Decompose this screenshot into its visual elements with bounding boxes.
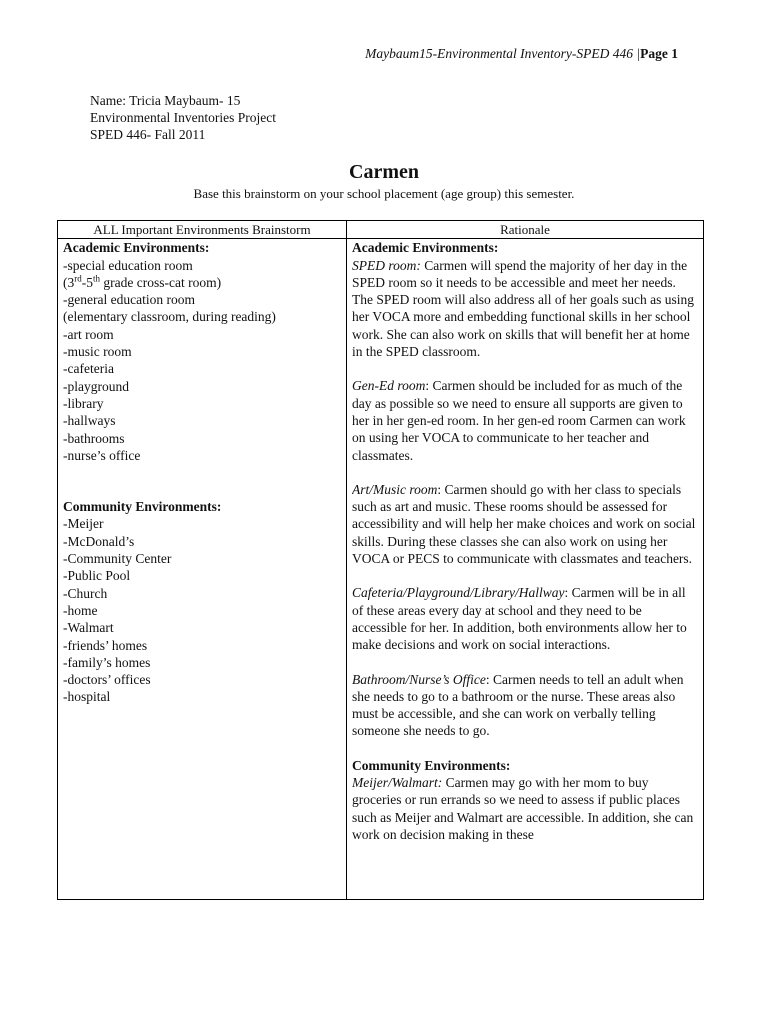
- student-info: [90, 92, 276, 143]
- project-name: Environmental Inventories Project: [90, 110, 276, 125]
- list-item: -music room: [63, 344, 132, 360]
- list-item: -hospital: [63, 689, 111, 705]
- header-title: Maybaum15-Environmental Inventory-SPED 446 |: [365, 46, 641, 61]
- rationale-content: [352, 239, 698, 899]
- spacer: [63, 464, 341, 498]
- rationale-paragraph: [352, 671, 698, 740]
- table-body-row: [58, 239, 704, 900]
- column-header-rationale: Rationale: [347, 221, 704, 239]
- list-item: -library: [63, 395, 104, 411]
- rationale-text: : Carmen will be in all of these areas every day at school and they need to be accessible for her. In addition, both environments allow her to make decisions and work on social interactions.: [352, 585, 687, 653]
- page-title: Carmen: [349, 161, 419, 183]
- list-item: -friends’ homes: [63, 637, 148, 653]
- rationale-label: Cafeteria/Playground/Library/Hallway: [352, 585, 565, 601]
- header-page-number: Page 1: [640, 46, 678, 61]
- list-item: -McDonald’s: [63, 533, 135, 549]
- list-item: -general education room: [63, 292, 195, 308]
- list-item: -bathrooms: [63, 430, 125, 446]
- course-name: SPED 446- Fall 2011: [90, 127, 206, 142]
- list-item: -Public Pool: [63, 568, 131, 584]
- list-item: -Church: [63, 585, 108, 601]
- rationale-paragraph: [352, 257, 698, 361]
- rationale-text: : Carmen should be included for as much of the day as possible so we need to ensure all supports are given to her in her gen-ed room. In her gen-ed room Carmen can work on using her VOCA to communicate to her teacher and classmates.: [352, 378, 686, 463]
- list-item: -family’s homes: [63, 654, 151, 670]
- rationale-paragraph: [352, 377, 698, 463]
- rationale-label: SPED room:: [352, 257, 421, 273]
- rationale-text: : Carmen needs to tell an adult when she needs to go to a bathroom or the nurse. These areas also must be accessible, and she can work on verbally telling someone she needs to go.: [352, 671, 684, 739]
- rationale-academic-heading: Academic Environments:: [352, 240, 499, 256]
- list-item: -Community Center: [63, 551, 172, 567]
- grade-rest: grade cross-cat room): [100, 274, 222, 290]
- list-item: -Walmart: [63, 620, 114, 636]
- rationale-text: Carmen will spend the majority of her day in the SPED room so it needs to be accessible and meet her needs. The SPED room will also address all of her goals such as using her VOCA more and embedding functional skills in her school work. She can also work on skills that will benefit her at home in the SPED classroom.: [352, 257, 694, 360]
- list-item: -nurse’s office: [63, 447, 141, 463]
- rationale-label: Meijer/Walmart:: [352, 775, 443, 791]
- list-item: -Meijer: [63, 516, 104, 532]
- grade-end: 5: [86, 274, 93, 290]
- table-header-row: [58, 221, 704, 239]
- community-environments-heading: Community Environments:: [63, 499, 222, 515]
- rationale-text: : Carmen should go with her class to specials such as art and music. These rooms should be assessed for accessibility and will help her make choices and work on social skills. During these classes she can also work on using her VOCA or PECS to communicate with classmates and teachers.: [352, 481, 696, 567]
- grade-start: 3: [67, 274, 75, 290]
- rationale-cell: [347, 239, 704, 900]
- list-item: -doctors’ offices: [63, 672, 151, 688]
- rationale-label: Bathroom/Nurse’s Office: [352, 671, 486, 687]
- list-item: -cafeteria: [63, 361, 114, 377]
- rationale-label: Gen-Ed room: [352, 378, 426, 394]
- page-header: [365, 46, 678, 62]
- list-item: -playground: [63, 378, 129, 394]
- rationale-text: Carmen may go with her mom to buy groceries or run errands so we need to assess if public places such as Meijer and Walmart are accessible. In addition, she can work on decision making in these: [352, 775, 694, 842]
- list-item: -special education room: [63, 257, 193, 273]
- rationale-label: Art/Music room: [352, 481, 438, 497]
- list-item: (elementary classroom, during reading): [63, 309, 276, 325]
- brainstorm-cell: [58, 239, 347, 900]
- list-item: -home: [63, 602, 98, 618]
- rationale-community-heading: Community Environments:: [352, 757, 511, 773]
- rationale-paragraph: [352, 481, 698, 567]
- student-name: Name: Tricia Maybaum- 15: [90, 93, 241, 108]
- rationale-paragraph: [352, 774, 698, 843]
- academic-environments-heading: Academic Environments:: [63, 240, 210, 256]
- page-subtitle: Base this brainstorm on your school placement (age group) this semester.: [193, 186, 575, 201]
- rationale-paragraph: [352, 584, 698, 653]
- list-item: (3rd-5th grade cross-cat room): [63, 273, 222, 290]
- grade-end-suffix: th: [93, 273, 101, 284]
- list-item: -art room: [63, 326, 114, 342]
- grade-start-suffix: rd: [74, 273, 82, 284]
- list-item: -hallways: [63, 413, 116, 429]
- inventory-table: [57, 220, 704, 900]
- column-header-brainstorm: ALL Important Environments Brainstorm: [58, 221, 347, 239]
